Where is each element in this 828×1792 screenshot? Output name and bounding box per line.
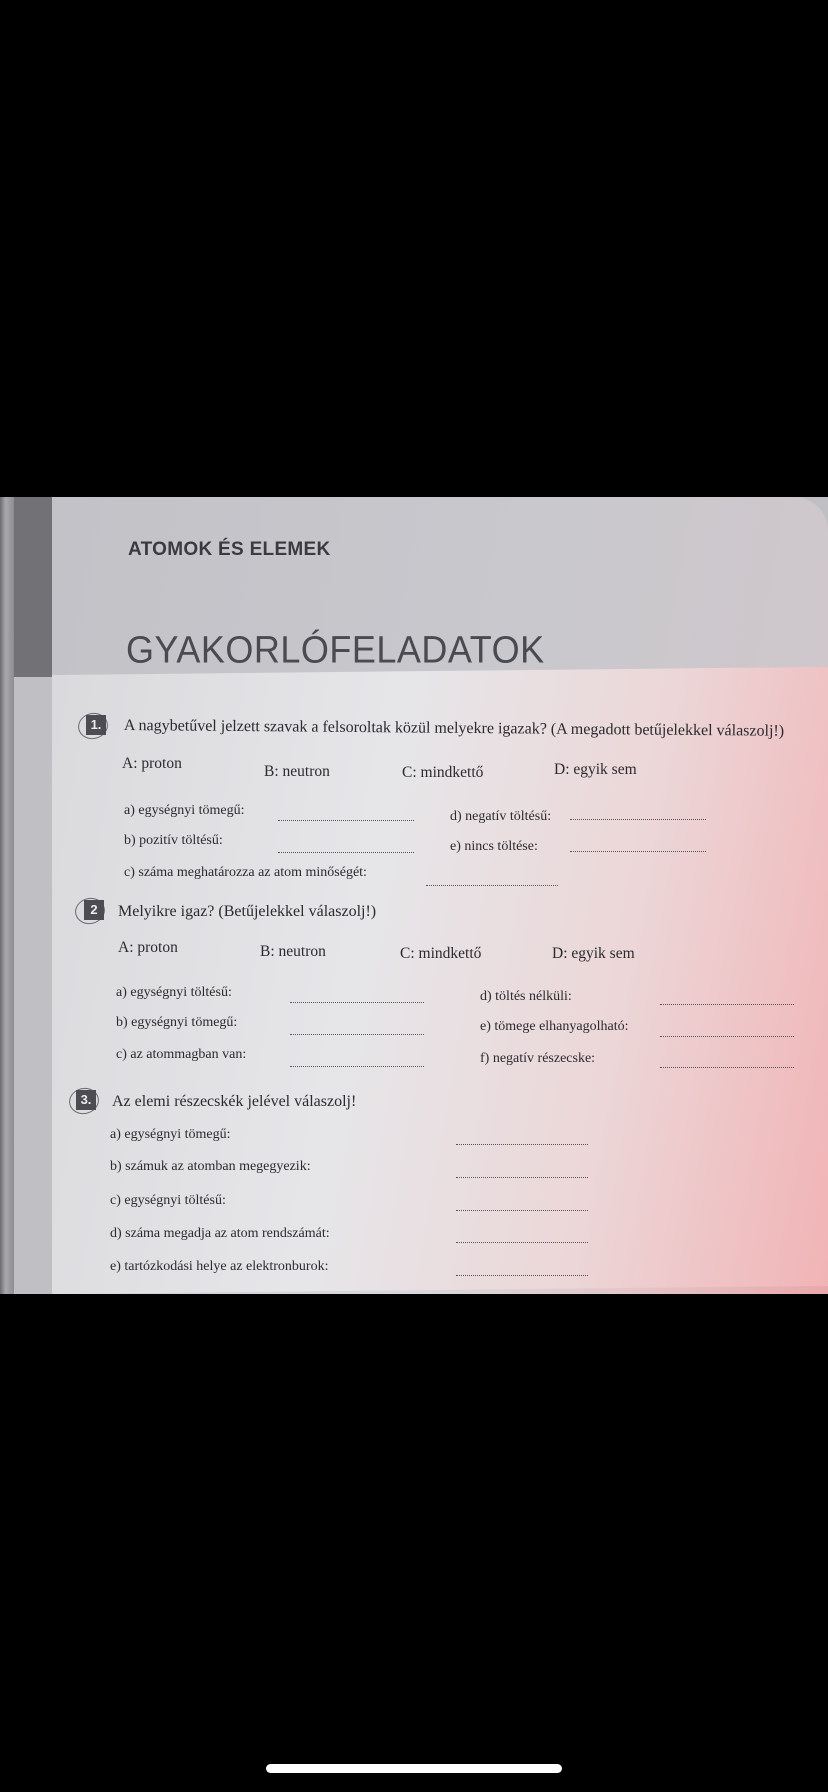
q1-item-d: d) negatív töltésű: [450,809,552,824]
q1-item-e: e) nincs töltése: [450,839,538,854]
q1-item-b: b) pozitív töltésű: [124,833,223,848]
exercises [0,497,828,1294]
q3-item-b: b) számuk az atomban megegyezik: [110,1159,311,1174]
q2-answer-f-line[interactable] [660,1067,794,1068]
q3-item-c: c) egységnyi töltésű: [110,1193,226,1208]
q2-number: 2 [84,900,104,920]
q2-answer-a-line[interactable] [290,1002,424,1003]
q1-option-a: A: proton [122,755,182,772]
q1-answer-a-line[interactable] [278,820,414,821]
q2-answer-e-line[interactable] [660,1036,794,1037]
q2-answer-c-line[interactable] [290,1066,424,1067]
home-indicator[interactable] [266,1764,562,1773]
q2-answer-d-line[interactable] [660,1004,794,1005]
q2-item-f: f) negatív részecske: [480,1051,596,1066]
section-title: ATOMOK ÉS ELEMEK [128,539,331,560]
main-title: GYAKORLÓFELADATOK [126,627,545,671]
q2-item-e: e) tömege elhanyagolható: [480,1019,629,1034]
q2-option-c: C: mindkettő [400,945,482,962]
q2-option-b: B: neutron [260,943,326,960]
q1-item-c: c) száma meghatározza az atom minőségét: [124,865,367,880]
q3-number: 3. [76,1090,96,1110]
q1-answer-c-line[interactable] [426,885,558,886]
q3-item-e: e) tartózkodási helye az elektronburok: [110,1259,329,1274]
q1-answer-d-line[interactable] [570,819,706,820]
q3-answer-a-line[interactable] [456,1144,588,1145]
q3-answer-d-line[interactable] [456,1242,588,1243]
q1-answer-b-line[interactable] [278,852,414,853]
q2-item-c: c) az atommagban van: [116,1047,247,1062]
q3-item-a: a) egységnyi tömegű: [110,1127,231,1142]
q1-item-a: a) egységnyi tömegű: [124,803,245,818]
q1-option-d: D: egyik sem [554,761,637,778]
q3-text: Az elemi részecskék jelével válaszolj! [112,1093,357,1110]
q1-number: 1. [86,715,106,735]
q1-option-c: C: mindkettő [402,764,484,781]
q3-answer-e-line[interactable] [456,1275,588,1276]
q2-item-b: b) egységnyi tömegű: [116,1015,238,1030]
q1-option-b: B: neutron [264,763,330,780]
q1-text: A nagybetűvel jelzett szavak a felsoroltak közül melyekre igazak? (A megadott betűjelekkel válaszolj!) [123,717,785,740]
q3-item-d: d) száma megadja az atom rendszámát: [110,1226,330,1241]
q2-item-a: a) egységnyi töltésű: [116,985,232,1000]
q3-answer-c-line[interactable] [456,1210,588,1211]
q2-item-d: d) töltés nélküli: [480,989,572,1004]
book-page-photo [0,497,828,1294]
q3-answer-b-line[interactable] [456,1177,588,1178]
q1-answer-e-line[interactable] [570,851,706,852]
q2-answer-b-line[interactable] [290,1034,424,1035]
q2-option-d: D: egyik sem [552,945,635,962]
q2-text: Melyikre igaz? (Betűjelekkel válaszolj!) [118,903,377,920]
q2-option-a: A: proton [118,939,178,956]
